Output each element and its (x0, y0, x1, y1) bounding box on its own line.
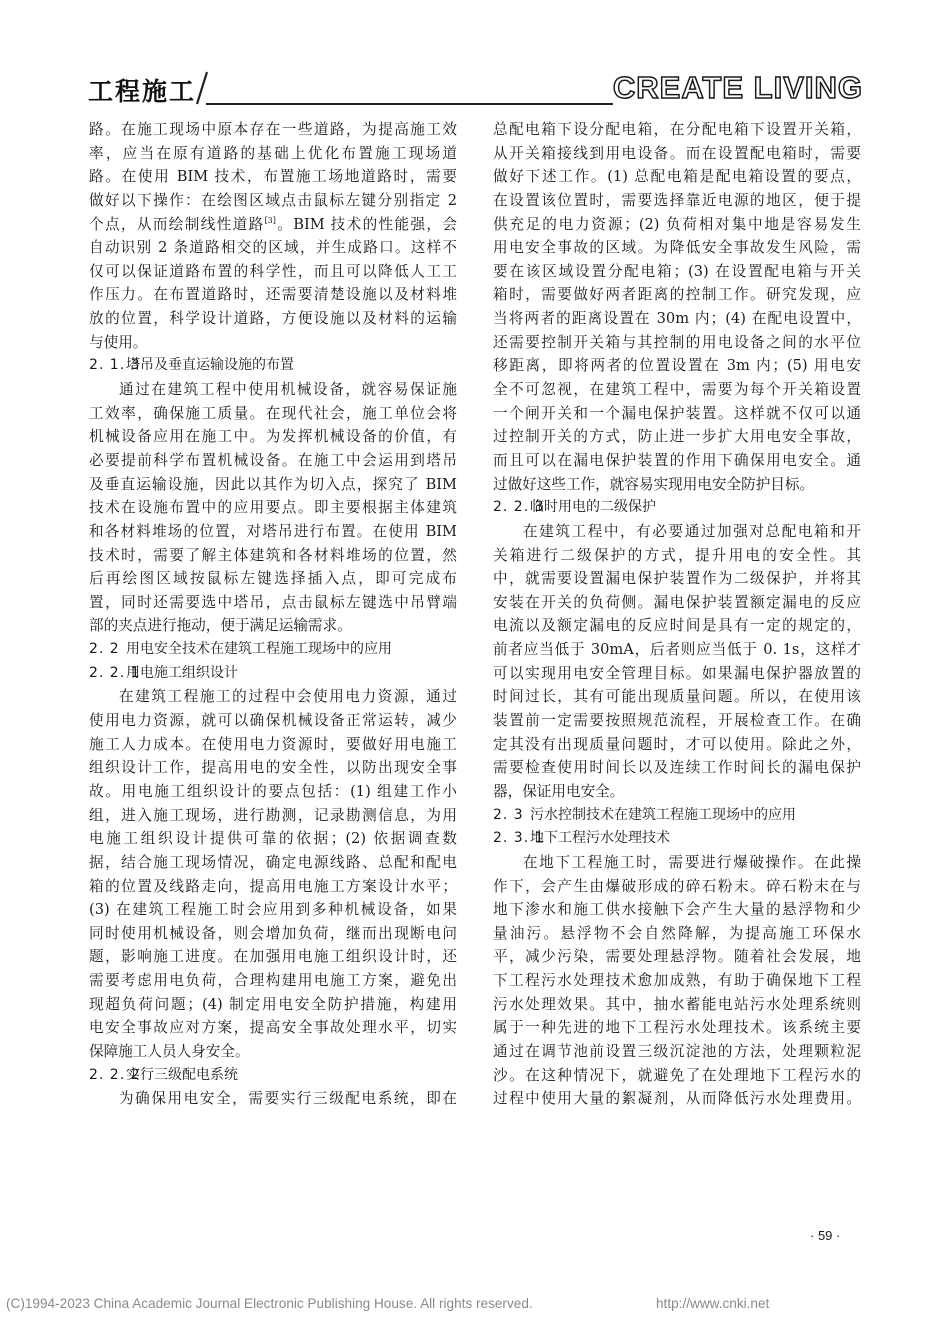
text-line: 电安全事故应对方案，提高安全事故处理水平，切实 (89, 1019, 457, 1037)
text-line: 现超负荷问题；(4) 制定用电安全防护措施，构建用 (89, 995, 457, 1013)
text-line: 路。在使用 BIM 技术，布置施工场地道路时，需要 (89, 168, 457, 186)
text-line: 做好以下操作：在绘图区域点击鼠标左键分别指定 2 (89, 191, 457, 209)
text-line: 同时使用机械设备，则会增加负荷，继而出现断电问 (89, 924, 457, 942)
text-line: 故。用电施工组织设计的要点包括：(1) 组建工作小 (89, 782, 457, 800)
text-line: 技术在设施布置中的应用要点。即主要根据主体建筑 (89, 499, 457, 517)
text-line: 通过在调节池前设置三级沉淀池的方法，处理颗粒泥 (493, 1042, 861, 1060)
text-segment: 个点，从而绘制线性道路 (89, 215, 265, 233)
text-line: 机械设备应用在施工中。为发挥机械设备的价值，有 (89, 428, 457, 446)
text-line: (3) 在建筑工程施工时会应用到多种机械设备，如果 (89, 901, 457, 919)
section-heading-2-2-3 (493, 496, 861, 520)
section-heading-2-2-2 (89, 1064, 457, 1088)
text-line: 后再绘图区域按鼠标左键选择插入点，即可完成布 (89, 570, 457, 588)
text-line: 移距离，即将两者的位置设置在 3m 内；(5) 用电安 (493, 357, 861, 375)
section-title: 污水控制技术在建筑工程施工现场中的应用 (530, 806, 796, 823)
citation-marker: [3] (264, 215, 276, 225)
text-segment: 。BIM 技术的性能强，会 (275, 215, 457, 233)
section-heading-2-2-1 (89, 662, 457, 686)
text-line: 使用电力资源，就可以确保机械设备正常运转，减少 (89, 712, 457, 730)
text-line: 前者应当低于 30mA，后者则应当低于 0. 1s，这样才 (493, 641, 861, 659)
section-heading-2-3-1 (493, 827, 861, 851)
section-heading-2-2 (89, 638, 457, 662)
text-line: 下工程污水处理技术愈加成熟，有助于确保地下工程 (493, 972, 861, 990)
text-line: 电流以及额定漏电的反应时间是具有一定的规定的， (493, 617, 861, 635)
text-line: 中，就需要设置漏电保护装置作为二级保护，并将其 (493, 570, 861, 588)
text-line: 作下，会产生由爆破形成的碎石粉末。碎石粉末在与 (493, 877, 861, 895)
page-header (88, 70, 863, 110)
text-line: 沙。在这种情况下，就避免了在处理地下工程污水的 (493, 1066, 861, 1084)
text-line: 安装在开关的负荷侧。漏电保护装置额定漏电的反应 (493, 593, 861, 611)
section-number: 2. 1. 3 (89, 357, 141, 374)
text-line: 平，减少污染，需要处理悬浮物。随着社会发展，地 (493, 948, 861, 966)
right-column (493, 118, 861, 1111)
text-line: 在建筑工程施工的过程中会使用电力资源，通过 (119, 688, 457, 706)
text-line: 题，影响施工进度。在加强用电施工组织设计时，还 (89, 948, 457, 966)
text-line: 施工人力成本。在使用电力资源时，要做好用电施工 (89, 735, 457, 753)
text-line: 从开关箱接线到用电设备。而在设置配电箱时，需要 (493, 144, 861, 162)
text-line: 率，应当在原有道路的基础上优化布置施工现场道 (89, 144, 457, 162)
text-line-with-citation (89, 213, 457, 237)
section-heading-2-3 (493, 804, 861, 828)
text-line: 全不可忽视，在建筑工程中，需要为每个开关箱设置 (493, 381, 861, 399)
section-title: 用电安全技术在建筑工程施工现场中的应用 (126, 641, 392, 658)
text-line: 定其没有出现质量问题时，才可以使用。除此之外， (493, 735, 861, 753)
header-rule (206, 103, 613, 105)
section-number: 2. 2. 3 (493, 499, 545, 516)
text-line: 器，保证用电安全。 (493, 782, 625, 800)
section-title: 实行三级配电系统 (126, 1066, 238, 1083)
text-line: 过控制开关的方式，防止进一步扩大用电安全事故， (493, 428, 861, 446)
text-line: 做好下述工作。(1) 总配电箱是配电箱设置的要点， (493, 168, 861, 186)
text-line: 属于一种先进的地下工程污水处理技术。该系统主要 (493, 1019, 861, 1037)
copyright-footer (6, 1296, 946, 1311)
text-line: 作压力。在布置道路时，还需要清楚设施以及材料堆 (89, 286, 457, 304)
text-line: 而且可以在漏电保护装置的作用下确保用电安全。通 (493, 451, 861, 469)
text-line: 在建筑工程中，有必要通过加强对总配电箱和开 (523, 522, 861, 540)
text-line: 用电安全事故的区域。为降低安全事故发生风险，需 (493, 239, 861, 257)
journal-brand: 工程施工 (88, 77, 197, 106)
text-line: 装置前一定需要按照规范流程，开展检查工作。在确 (493, 712, 861, 730)
text-line: 箱的位置及线路走向，提高用电施工方案设计水平； (89, 877, 457, 895)
text-line: 通过在建筑工程中使用机械设备，就容易保证施 (119, 381, 457, 399)
text-line: 量油污。悬浮物不会自然降解，为提高施工环保水 (493, 924, 861, 942)
text-line: 据，结合施工现场情况，确定电源线路、总配和配电 (89, 853, 457, 871)
text-line: 总配电箱下设分配电箱，在分配电箱下设置开关箱， (493, 121, 861, 138)
text-line: 置，同时还需要选中塔吊，点击鼠标左键选中吊臂端 (89, 593, 457, 611)
text-line: 时间过长，其有可能出现质量问题。所以，在使用该 (493, 688, 861, 706)
text-line: 工效率，确保施工质量。在现代社会，施工单位会将 (89, 404, 457, 422)
text-line: 保障施工人员人身安全。 (89, 1042, 250, 1060)
text-line: 在地下工程施工时，需要进行爆破操作。在此操 (523, 853, 861, 871)
section-title: 地下工程污水处理技术 (530, 830, 670, 847)
text-line: 污水处理效果。其中，抽水蓄能电站污水处理系统则 (493, 995, 861, 1013)
section-title: 临时用电的二级保护 (530, 499, 656, 516)
text-line: 与使用。 (89, 333, 148, 351)
text-line: 自动识别 2 条道路相交的区域，并生成路口。这样不 (89, 239, 457, 257)
section-number: 2. 2 (89, 641, 120, 658)
text-line: 为确保用电安全，需要实行三级配电系统，即在 (119, 1090, 457, 1108)
text-line: 还需要控制开关箱与其控制的用电设备之间的水平位 (493, 333, 861, 351)
text-line: 组织设计工作，提高用电的安全性，以防出现安全事 (89, 759, 457, 777)
page-number: · 59 · (810, 1228, 841, 1243)
text-line: 过做好这些工作，就容易实现用电安全防护目标。 (493, 475, 815, 493)
text-line: 仅可以保证道路布置的科学性，而且可以降低人工工 (89, 262, 457, 280)
text-line: 关箱进行二级保护的方式，提升用电的安全性。其 (493, 546, 861, 564)
text-line: 和各材料堆场的位置，对塔吊进行布置。在使用 BIM (89, 522, 457, 540)
text-line: 路。在施工现场中原本存在一些道路，为提高施工效 (89, 121, 457, 138)
text-line: 在设置该位置时，需要选择靠近电源的地区，便于提 (493, 191, 861, 209)
text-line: 地下渗水和施工供水接触下会产生大量的悬浮物和少 (493, 901, 861, 919)
text-line: 箱时，需要做好两者距离的控制工作。研究发现，应 (493, 286, 861, 304)
text-line: 需要检查使用时间长以及连续工作时间长的漏电保护 (493, 759, 861, 777)
site-url: http://www.cnki.net (656, 1296, 770, 1311)
text-line: 过程中使用大量的絮凝剂，从而降低污水处理费用。 (493, 1090, 861, 1108)
text-line: 组，进入施工现场，进行勘测，记录勘测信息，为用 (89, 806, 457, 824)
text-line: 供充足的电力资源；(2) 负荷相对集中地是容易发生 (493, 215, 861, 233)
section-number: 2. 3 (493, 806, 524, 823)
copyright-text: (C)1994-2023 China Academic Journal Electronic Publishing House. All rights reserved. (6, 1296, 533, 1311)
section-number: 2. 2. 2 (89, 1066, 141, 1083)
text-line: 一个闸开关和一个漏电保护装置。这样就不仅可以通 (493, 404, 861, 422)
text-line: 可以实现用电安全管理目标。如果漏电保护器放置的 (493, 664, 861, 682)
text-line: 当将两者的距离设置在 30m 内；(4) 在配电设置中， (493, 310, 861, 328)
slash-mark-icon (195, 70, 209, 106)
text-line: 及垂直运输设施，因此以其作为切入点，探究了 BIM (89, 475, 457, 493)
left-column (89, 118, 457, 1111)
text-line: 电施工组织设计提供可靠的依据；(2) 依据调查数 (89, 830, 457, 848)
text-line: 技术时，需要了解主体建筑和各材料堆场的位置，然 (89, 546, 457, 564)
text-line: 需要考虑用电负荷，合理构建用电施工方案，避免出 (89, 972, 457, 990)
section-number: 2. 3. 1 (493, 830, 545, 847)
section-heading-2-1-3 (89, 354, 457, 378)
text-line: 放的位置，科学设计道路，方便设施以及材料的运输 (89, 310, 457, 328)
journal-tagline: CREATE LIVING (612, 70, 863, 105)
text-line: 必要提前科学布置机械设备。在施工中会运用到塔吊 (89, 451, 457, 469)
section-title: 塔吊及垂直运输设施的布置 (126, 357, 294, 374)
text-line: 部的夹点进行拖动，便于满足运输需求。 (89, 617, 352, 635)
section-title: 用电施工组织设计 (126, 664, 238, 681)
section-number: 2. 2. 1 (89, 664, 141, 681)
text-line: 要在该区域设置分配电箱；(3) 在设置配电箱与开关 (493, 262, 861, 280)
